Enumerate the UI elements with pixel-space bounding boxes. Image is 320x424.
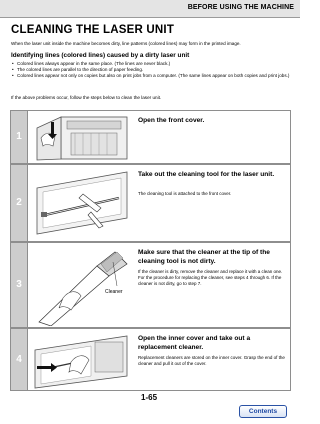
step-title: Make sure that the cleaner at the tip of the cleaning tool is not dirty. [138,249,270,265]
section-title: BEFORE USING THE MACHINE [187,4,294,11]
step-number-box [11,165,27,241]
step-4 [10,328,291,391]
page-number: 1-65 [141,393,158,402]
step-3 [10,242,291,328]
step-number: 2 [16,197,22,208]
step-number-box [11,243,27,327]
step-title: Open the front cover. [138,117,205,124]
step-title: Take out the cleaning tool for the laser unit. [138,171,275,178]
intro-paragraph: When the laser unit inside the machine becomes dirty, line patterns (colored lines) may form in the printed image. [11,41,241,46]
step-number-box [11,329,27,390]
step-divider [27,111,28,163]
step-divider [27,329,28,390]
step-description: Replacement cleaners are stored on the inner cover. Grasp the end of the cleaner and pull it out of the cover. [138,355,285,366]
step-number-box [11,111,27,163]
step-divider [27,165,28,241]
step-number: 3 [16,279,22,290]
replacement-cleaner-illustration [31,332,131,390]
step-number: 1 [16,131,22,142]
cleaner-tip-illustration [31,246,131,326]
step-1 [10,110,291,164]
cleaner-label: Cleaner [105,289,123,295]
outro-paragraph: If the above problems occur, follow the steps below to clean the laser unit. [11,95,162,100]
page-title: CLEANING THE LASER UNIT [11,24,175,36]
front-cover-illustration [31,114,131,162]
cleaning-tool-illustration [31,168,131,240]
header-rule [0,17,300,18]
step-title: Open the inner cover and take out a replacement cleaner. [138,335,251,351]
step-2 [10,164,291,242]
step-number: 4 [16,353,22,365]
symptom-list [11,61,291,79]
contents-button[interactable]: Contents [239,405,287,418]
step-description: The cleaning tool is attached to the front cover. [138,191,232,196]
step-description: If the cleaner is dirty, remove the cleaner and replace it with a clean one. For the procedure for replacing the cleaner, see steps 4 through 6. If the cleaner is not dirty, go to step 7. [138,269,283,286]
list-item: • The colored lines are parallel to the direction of paper feeding. [11,67,291,73]
dirty-laser-subheading: Identifying lines (colored lines) caused by a dirty laser unit [11,52,190,59]
step-divider [27,243,28,327]
list-item: • Colored lines always appear in the same place. (The lines are never black.) [11,61,291,67]
list-item: • Colored lines appear not only on copies but also on print jobs from a computer. (The same lines appear on both copies and print jobs.) [11,73,291,79]
